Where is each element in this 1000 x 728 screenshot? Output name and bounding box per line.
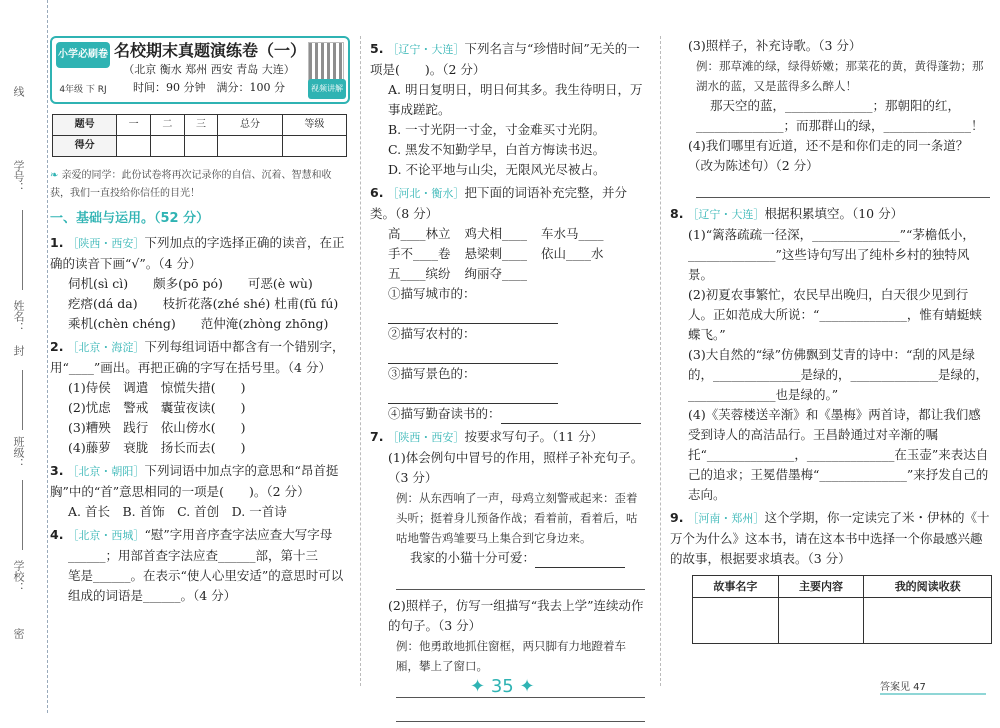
poem-fill-line[interactable]: ______________；而那群山的绿，______________！ — [696, 118, 984, 133]
question-9 — [670, 508, 990, 644]
binding-name: 姓名： — [12, 300, 25, 333]
score-header: 一 — [117, 115, 151, 136]
word-group: (4)藤萝 衰胧 扬长而去( ) — [68, 440, 246, 455]
question-stem: 下列每组词语中都含有一个错别字，用“____”画出。再把正确的字写在括号里。（4 分） — [50, 339, 345, 375]
qr-code-icon[interactable] — [308, 42, 344, 84]
section-heading: 一、基础与运用。（52 分） — [50, 211, 210, 226]
region-tag: ［陕西・西安］ — [387, 431, 465, 444]
brand-box — [56, 42, 110, 98]
score-cell[interactable] — [218, 136, 282, 157]
example-sentence: 例：从东西响了一声，母鸡立刻警戒起来：歪着头听；挺着身儿预备作战；看着前，看着后，咕咕地警告鸡雏要马上集合到它身边来。 — [396, 491, 638, 545]
sub-question: (2)照样子，仿写一组描写“我去上学”连续动作的句子。（3 分） — [388, 598, 644, 633]
category-line[interactable] — [370, 284, 645, 324]
column-divider — [360, 36, 361, 686]
question-number: 5. — [370, 41, 384, 56]
idiom[interactable]: 手不____卷 — [388, 246, 451, 261]
question-number: 3. — [50, 463, 64, 478]
score-cell[interactable] — [184, 136, 218, 157]
question-stem: 根据积累填空。（10 分） — [764, 206, 904, 221]
column-left — [50, 36, 350, 606]
word-group: (1)侍侯 调遣 惊慌失措( ) — [68, 380, 246, 395]
region-tag: ［北京・西城］ — [67, 529, 145, 542]
question-4 — [50, 525, 350, 606]
answer-option: A. 明日复明日，明日何其多。我生待明日，万事成蹉跎。 — [388, 82, 643, 117]
question-stem: 下列加点的字选择正确的读音，在正确的读音下画“√”。（4 分） — [50, 235, 345, 271]
column-right — [670, 36, 990, 644]
binding-class: 班级： — [12, 436, 25, 469]
idiom[interactable]: 高____林立 — [388, 226, 451, 241]
question-5 — [370, 39, 645, 180]
class-line — [22, 480, 23, 550]
region-tag: ［北京・朝阳］ — [67, 465, 145, 478]
binding-student-id: 学号： — [12, 160, 25, 193]
name-line — [22, 370, 23, 430]
answer-line[interactable] — [396, 572, 645, 590]
sub-question: (1)体会例句中冒号的作用，照样子补充句子。（3 分） — [388, 450, 644, 485]
score-header: 三 — [184, 115, 218, 136]
exam-time: 时间：90 分钟 满分：100 分 — [133, 81, 285, 94]
leaf-icon: ❧ — [50, 170, 62, 181]
answer-option: B. 一寸光阴一寸金，寸金难买寸光阴。 — [388, 122, 606, 137]
fill-paragraph[interactable]: (3)大自然的“绿”仿佛飘到艾青的诗中：“刮的风是绿的，______________是绿的，______________是绿的，______________也是绿的。” — [688, 347, 989, 402]
poem-fill-line[interactable]: 那天空的蓝，______________；那朝阳的红， — [710, 98, 961, 113]
answer-line[interactable] — [696, 180, 990, 198]
score-header: 二 — [151, 115, 185, 136]
fill-paragraph[interactable]: (2)初夏农事繁忙，农民早出晚归，白天很少见到行人。正如范成大所说：“______________，惟有蜻蜓蛱蝶飞。” — [688, 287, 982, 342]
student-id-line — [22, 210, 23, 290]
fill-line-text: 笔是______。在表示“使人心里安适”的意思时可以组成的词语是______。（4 分） — [68, 568, 344, 603]
page-number-text: 35 — [490, 676, 514, 697]
answer-options: A. 首长 B. 首饰 C. 首创 D. 一首诗 — [68, 504, 287, 519]
question-stem: 下列词语中加点字的意思和“昂首挺胸”中的“首”意思相同的一项是( )。（2 分） — [50, 463, 339, 499]
region-tag: ［陕西・西安］ — [67, 237, 145, 250]
word-group: (2)忧虑 警戒 囊萤夜读( ) — [68, 400, 246, 415]
sub-question: (4)我们哪里有近道，还不是和你们走的同一条道？（改为陈述句）（2 分） — [688, 138, 969, 173]
score-header: 题号 — [53, 115, 117, 136]
pinyin-line: 疙瘩(dá da) 枝折花落(zhé shé) 杜甫(fǔ fú) — [68, 296, 339, 311]
brand-label: 小学必刷卷 — [56, 42, 110, 68]
reading-table — [692, 575, 992, 644]
fill-paragraph[interactable]: (4)《芙蓉楼送辛渐》和《墨梅》两首诗，都让我们感受到诗人的高洁品行。王昌龄通过对辛渐的嘱托“______________，______________在玉壶”来表达自己的追求；王冕借墨梅“______________”来抒发自己的志向。 — [688, 407, 989, 502]
region-tag: ［河南・郑州］ — [687, 512, 765, 525]
reading-table-header: 故事名字 — [693, 576, 779, 598]
answer-line[interactable] — [370, 548, 645, 568]
binding-school: 学校： — [12, 560, 25, 593]
region-tag: ［辽宁・大连］ — [687, 208, 765, 221]
page-number: ✦ 35 ✦ — [470, 676, 535, 697]
exam-header — [50, 36, 350, 104]
score-row-label: 得分 — [53, 136, 117, 157]
idiom[interactable]: 悬梁刺____ — [464, 246, 528, 261]
answer-option: D. 不论平地与山尖，无限风光尽被占。 — [388, 162, 606, 177]
idiom-row — [370, 244, 645, 264]
reading-table-header: 我的阅读收获 — [864, 576, 992, 598]
question-stem: 这个学期，你一定读完了米・伊林的《十万个为什么》这本书，请在这本书中选择一个你最感兴趣的故事，根据要求填表。（3 分） — [670, 510, 990, 566]
reading-table-header: 主要内容 — [778, 576, 864, 598]
category-line[interactable] — [370, 324, 645, 364]
idiom[interactable]: 五____缤纷 — [388, 266, 451, 281]
exam-title: 名校期末真题演练卷（一） — [114, 41, 307, 60]
question-number: 9. — [670, 510, 684, 525]
question-3 — [50, 461, 350, 522]
question-number: 6. — [370, 185, 384, 200]
category-label: ①描写城市的： — [388, 286, 476, 301]
column-divider — [660, 36, 661, 686]
idiom[interactable]: 车水马____ — [541, 226, 604, 241]
example-sentence: 例：他勇敢地抓住窗框，两只脚有力地蹬着车厢，攀上了窗口。 — [396, 639, 626, 673]
region-tag: ［河北・衡水］ — [387, 187, 465, 200]
question-number: 8. — [670, 206, 684, 221]
score-cell[interactable] — [117, 136, 151, 157]
word-group: (3)糟殃 践行 依山傍水( ) — [68, 420, 246, 435]
question-1 — [50, 233, 350, 334]
pinyin-line: 乘机(chèn chéng) 范仲淹(zhòng zhōng) — [68, 316, 329, 331]
reading-table-cell[interactable] — [864, 598, 992, 644]
fill-line-text: ______；用部首查字法应查______部，第十三 — [68, 548, 319, 563]
idiom[interactable]: 绚丽夺____ — [464, 266, 528, 281]
column-middle — [370, 36, 645, 728]
sub-question: (3)照样子，补充诗歌。（3 分） — [688, 38, 862, 53]
answer-prompt: 我家的小猫十分可爱： — [410, 550, 536, 565]
category-label: ③描写景色的： — [388, 366, 476, 381]
question-number: 1. — [50, 235, 64, 250]
question-number: 7. — [370, 429, 384, 444]
reading-table-cell[interactable] — [778, 598, 864, 644]
answer-line[interactable] — [396, 704, 645, 722]
fill-paragraph[interactable]: (1)“篱落疏疏一径深，______________”“茅檐低小，______________”这些诗句写出了纯朴乡村的独特风景。 — [688, 227, 975, 282]
region-tag: ［北京・海淀］ — [67, 341, 145, 354]
idiom-row — [370, 224, 645, 244]
binding-margin — [0, 0, 48, 713]
question-stem: 按要求写句子。（11 分） — [464, 429, 604, 444]
score-cell[interactable] — [151, 136, 185, 157]
question-2 — [50, 337, 350, 458]
binding-feng: 封 — [12, 345, 25, 356]
category-label: ④描写勤奋读书的： — [388, 406, 501, 421]
binding-mi: 密 — [12, 628, 25, 639]
pinyin-line: 伺机(sì cì) 颇多(pō pó) 可恶(è wù) — [68, 276, 313, 291]
question-stem: 下列名言与“珍惜时间”无关的一项是( )。（2 分） — [370, 41, 640, 77]
score-table — [52, 114, 347, 157]
score-cell[interactable] — [282, 136, 346, 157]
encouragement-tip — [50, 167, 350, 203]
score-header: 总分 — [218, 115, 282, 136]
idiom-row — [370, 264, 645, 284]
region-tag: ［辽宁・大连］ — [387, 43, 465, 56]
question-stem: 把下面的词语补充完整，并分类。（8 分） — [370, 185, 627, 221]
category-label: ②描写农村的： — [388, 326, 476, 341]
video-explain-badge[interactable]: 视频讲解 — [308, 79, 346, 99]
answer-option: C. 黑发不知勤学早，白首方悔读书迟。 — [388, 142, 606, 157]
category-line[interactable] — [370, 364, 645, 404]
category-line[interactable] — [370, 404, 645, 424]
answer-reference: 答案见 47 — [880, 678, 986, 695]
idiom[interactable]: 鸡犬相____ — [464, 226, 528, 241]
question-number: 4. — [50, 527, 64, 542]
exam-cities: （北京 衡水 郑州 西安 青岛 大连） — [123, 63, 295, 76]
grade-label: 4年级 下 RJ — [59, 85, 107, 95]
score-header: 等级 — [282, 115, 346, 136]
example-sentence: 例：那草滩的绿，绿得娇嫩；那菜花的黄，黄得蓬勃；那湖水的蓝，又是蓝得多么醉人！ — [696, 59, 984, 93]
idiom[interactable]: 依山____水 — [541, 246, 604, 261]
reading-table-cell[interactable] — [693, 598, 779, 644]
question-8 — [670, 204, 990, 505]
question-number: 2. — [50, 339, 64, 354]
question-stem: “慰”字用音序查字法应查大写字母 — [144, 527, 333, 542]
binding-xian: 线 — [12, 86, 25, 97]
question-6 — [370, 183, 645, 424]
tip-text: 亲爱的同学：此份试卷将再次记录你的自信、沉着、智慧和收获，我们一直投给你信任的目光！ — [50, 170, 332, 199]
